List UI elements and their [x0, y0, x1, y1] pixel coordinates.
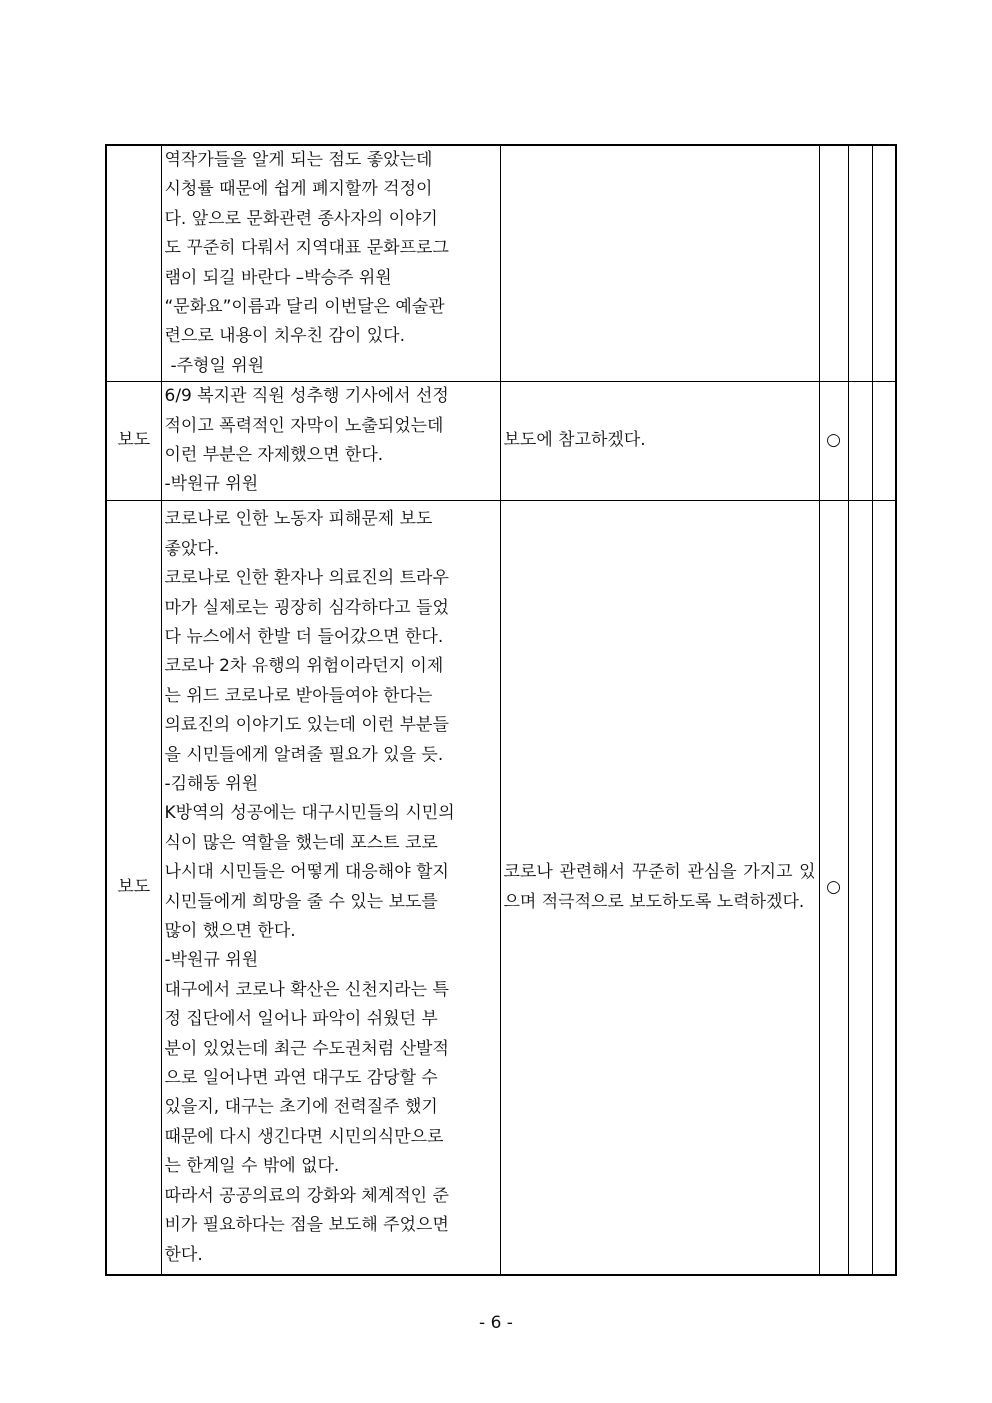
status-cell	[872, 382, 896, 501]
response-cell: 코로나 관련해서 꾸준히 관심을 가지고 있으며 적극적으로 보도하도록 노력하겠다.	[500, 500, 819, 1275]
opinion-line: 있을지, 대구는 초기에 전력질주 했기	[164, 1097, 438, 1118]
opinion-line: K방역의 성공에는 대구시민들의 시민의	[164, 803, 455, 824]
response-cell	[500, 145, 819, 382]
opinion-line: -박원규 위원	[164, 474, 259, 495]
status-cell	[848, 500, 872, 1275]
reflection-mark-cell: ○	[819, 500, 848, 1275]
opinion-line: -주형일 위원	[170, 355, 265, 376]
opinion-line: 따라서 공공의료의 강화와 체계적인 준	[164, 1185, 449, 1206]
opinion-line: 정 집단에서 일어나 파악이 쉬웠던 부	[164, 1009, 438, 1030]
opinion-line: 분이 있었는데 최근 수도권처럼 산발적	[164, 1038, 449, 1059]
reflection-mark-cell: ○	[819, 382, 848, 501]
opinion-line: 이런 부분은 자제했으면 한다.	[164, 445, 384, 466]
opinion-line: 식이 많은 역할을 했는데 포스트 코로	[164, 832, 438, 853]
opinion-cell	[161, 500, 500, 1275]
status-cell	[848, 382, 872, 501]
opinion-line: 코로나로 인한 환자나 의료진의 트라우	[164, 568, 449, 589]
category-cell	[106, 145, 161, 382]
table-row	[106, 145, 896, 382]
opinion-line: 나시대 시민들은 어떻게 대응해야 할지	[164, 862, 449, 883]
opinion-line: 의료진의 이야기도 있는데 이런 부분들	[164, 715, 449, 736]
opinion-line: -김해동 위원	[164, 774, 259, 794]
opinion-line: 을 시민들에게 알려줄 필요가 있을 듯.	[164, 744, 444, 765]
opinion-line: 적이고 폭력적인 자막이 노출되었는데	[164, 415, 444, 436]
table-row	[106, 500, 896, 1275]
status-cell	[872, 145, 896, 382]
opinion-line: 코로나로 인한 노동자 피해문제 보도	[164, 509, 433, 530]
opinion-line: 6/9 복지관 직원 성추행 기사에서 선정	[164, 386, 449, 407]
opinion-line: -박원규 위원	[164, 950, 259, 971]
opinion-line: 다 뉴스에서 한발 더 들어갔으면 한다.	[164, 626, 444, 647]
opinion-line: 역작가들을 알게 되는 점도 좋았는데	[164, 150, 433, 170]
opinion-line: 많이 했으면 한다.	[164, 921, 296, 942]
opinion-line: 대구에서 코로나 확산은 신천지라는 특	[164, 979, 449, 1000]
opinion-line: 도 꾸준히 다뤄서 지역대표 문화프로그	[164, 238, 449, 259]
opinion-line: 때문에 다시 생긴다면 시민의식만으로	[164, 1126, 444, 1147]
opinion-line: 비가 필요하다는 점을 보도해 주었으면	[164, 1215, 449, 1236]
opinion-cell	[161, 382, 500, 501]
opinion-table	[105, 144, 897, 1276]
opinion-line: 코로나 2차 유행의 위험이라던지 이제	[164, 656, 444, 677]
category-cell: 보도	[106, 500, 161, 1275]
opinion-line: 한다.	[164, 1244, 203, 1265]
opinion-line: 좋았다.	[164, 538, 220, 559]
reflection-mark-cell	[819, 145, 848, 382]
opinion-line: 련으로 내용이 치우친 감이 있다.	[164, 326, 406, 347]
opinion-line: 는 한계일 수 밖에 없다.	[164, 1156, 340, 1177]
opinion-cell	[161, 145, 500, 382]
opinion-line: 으로 일어나면 과연 대구도 감당할 수	[164, 1068, 438, 1089]
opinion-line: 다. 앞으로 문화관련 종사자의 이야기	[164, 208, 438, 229]
opinion-line: “문화요”이름과 달리 이번달은 예술관	[164, 297, 445, 318]
opinion-line: 시청률 때문에 쉽게 폐지할까 걱정이	[164, 179, 433, 200]
opinion-line: 마가 실제로는 굉장히 심각하다고 들었	[164, 597, 449, 618]
opinion-line: 는 위드 코로나로 받아들여야 한다는	[164, 685, 433, 706]
status-cell	[872, 500, 896, 1275]
page-number: - 6 -	[479, 1313, 513, 1333]
table-row	[106, 382, 896, 501]
response-cell: 보도에 참고하겠다.	[500, 382, 819, 501]
status-cell	[848, 145, 872, 382]
opinion-line: 램이 되길 바란다 –박승주 위원	[164, 267, 392, 288]
opinion-line: 시민들에게 희망을 줄 수 있는 보도를	[164, 891, 438, 912]
category-cell: 보도	[106, 382, 161, 501]
